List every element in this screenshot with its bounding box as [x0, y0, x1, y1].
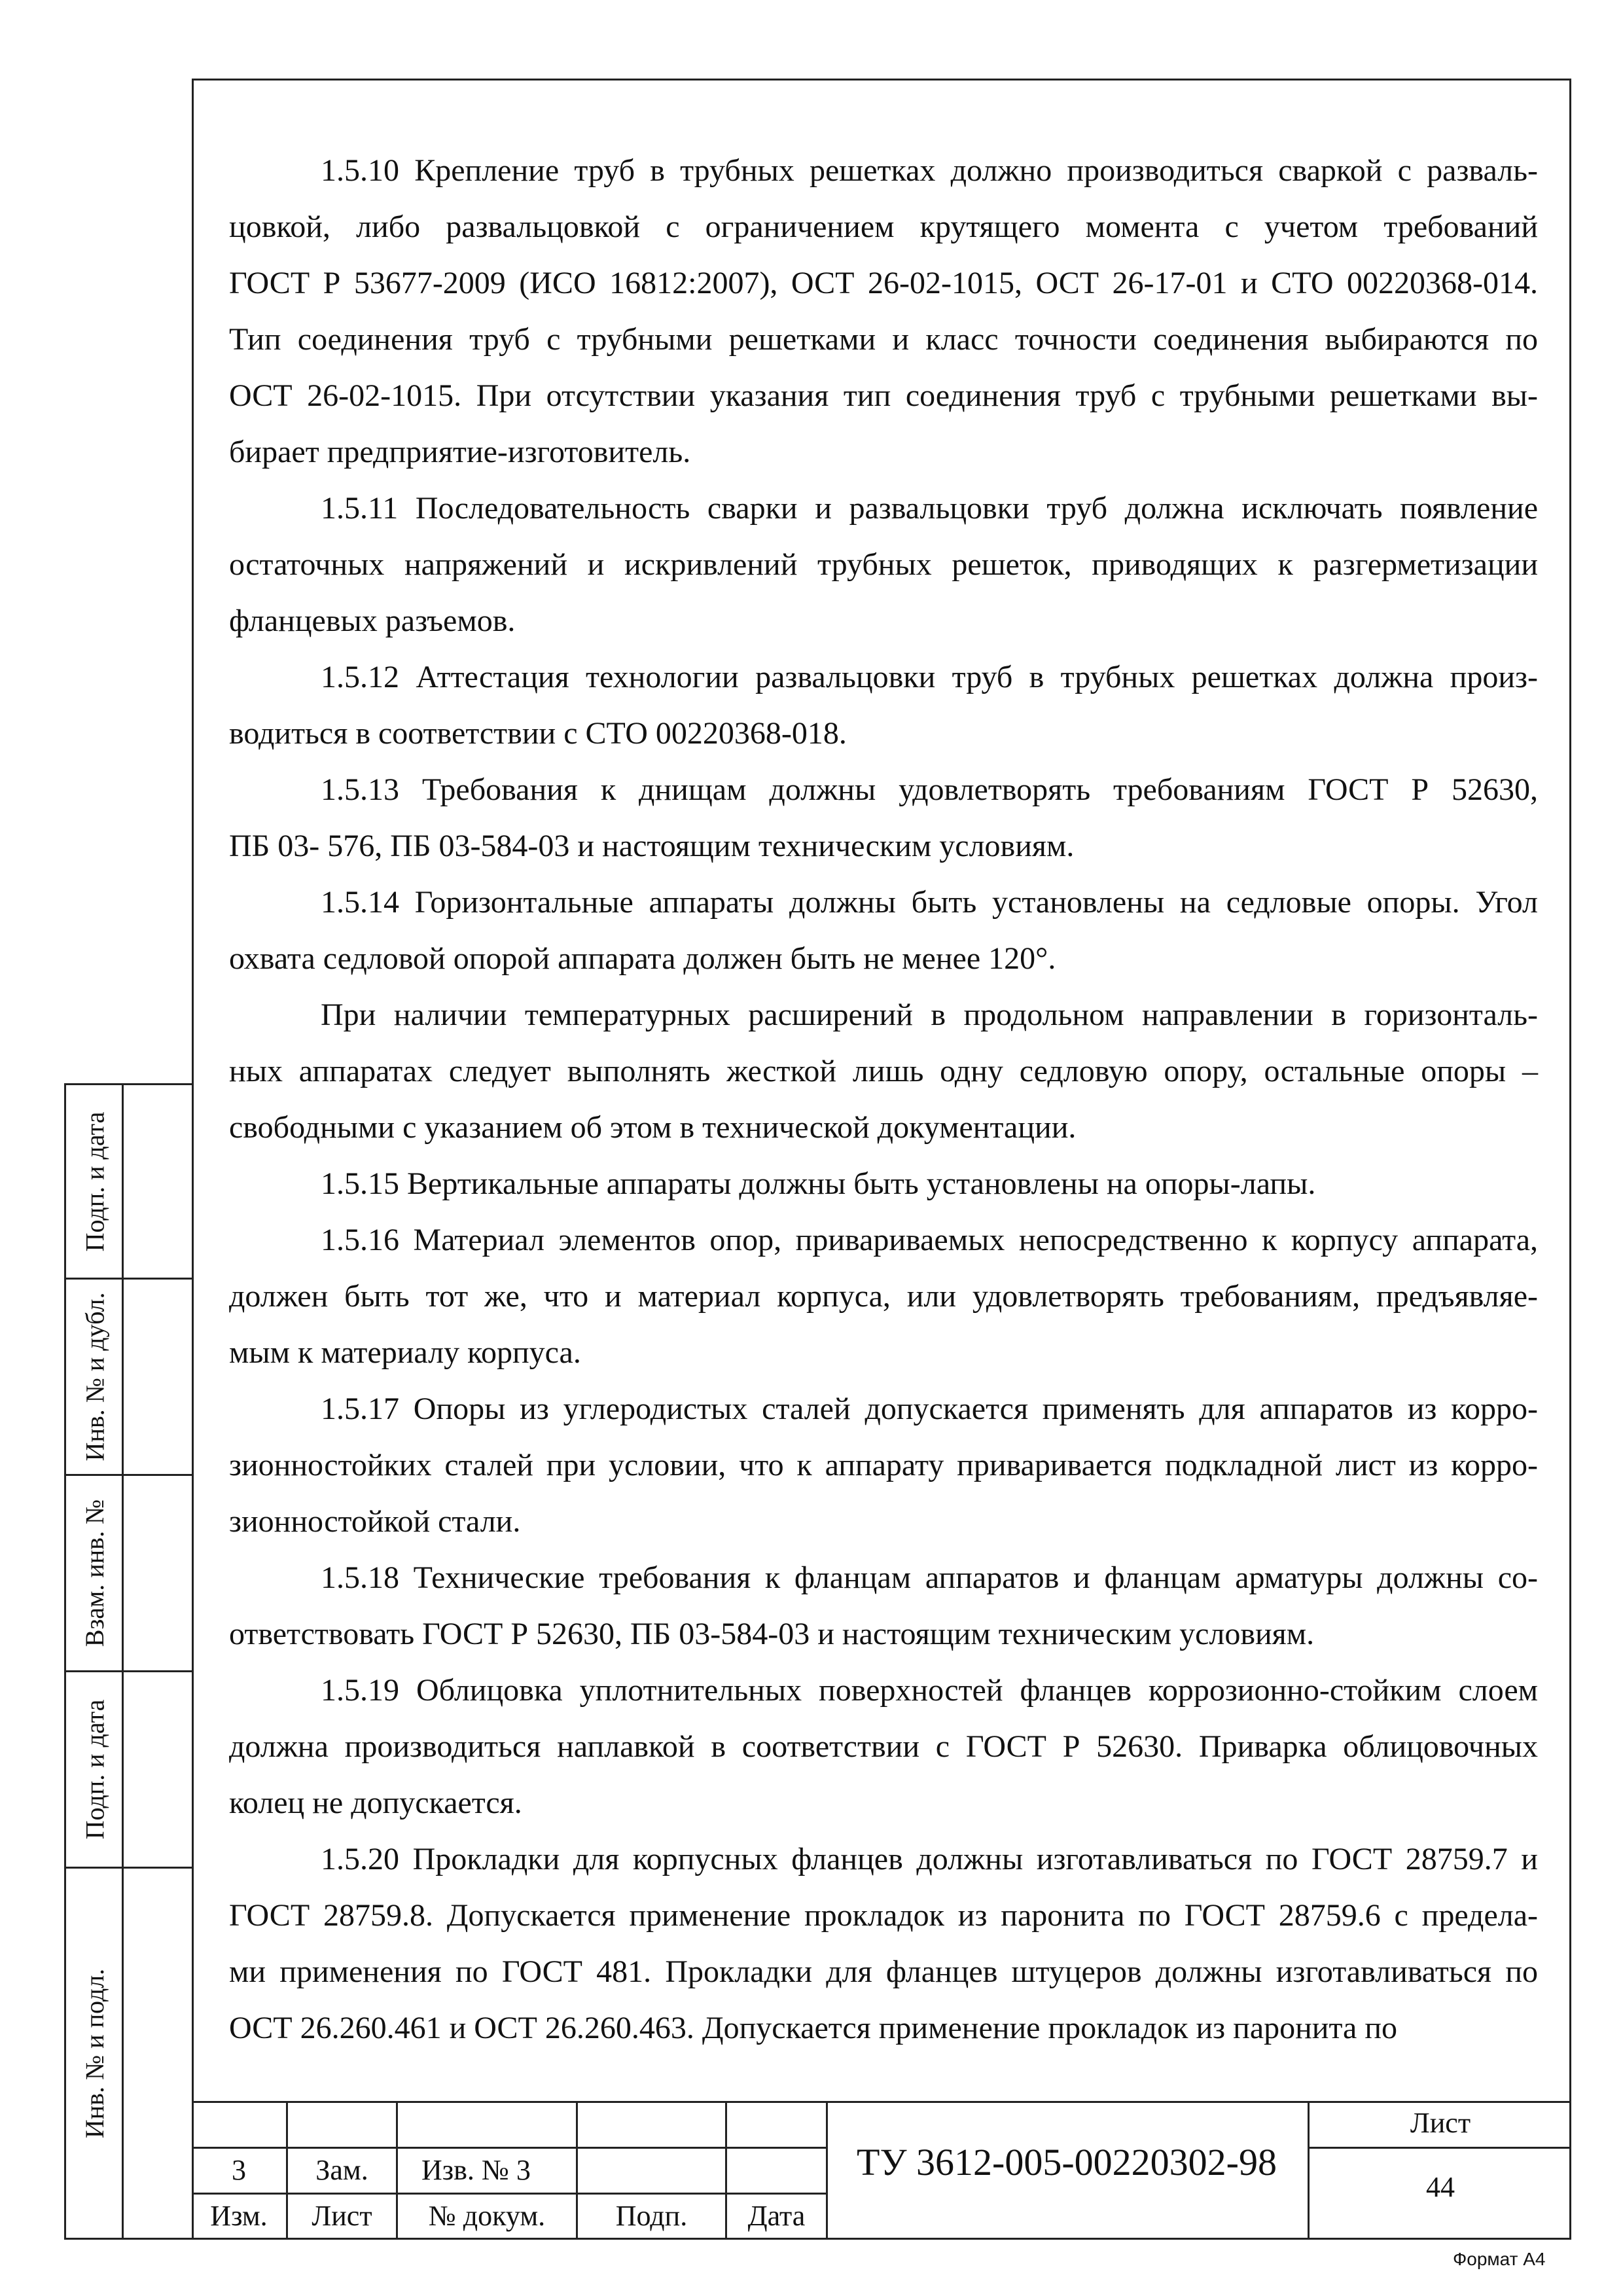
text-line: 1.5.11 Последовательность сварки и развальцовки труб должна исключать появление: [321, 491, 1538, 526]
tb-izm-value: 3: [232, 2154, 246, 2186]
text-line: зионностойкой стали.: [229, 1504, 521, 1539]
format-label: Формат А4: [1453, 2249, 1546, 2269]
text-line: ГОСТ Р 53677-2009 (ИСО 16812:2007), ОСТ 26-02-1015, ОСТ 26-17-01 и СТО 00220368-014.: [229, 266, 1538, 300]
text-line: 1.5.15 Вертикальные аппараты должны быть установлены на опоры-лапы.: [321, 1166, 1316, 1201]
tb-list-value: Зам.: [315, 2154, 368, 2186]
text-line: ных аппаратах следует выполнять жесткой лишь одну седловую опору, остальные опоры –: [229, 1054, 1538, 1088]
paragraph-p1510: [229, 143, 1538, 480]
side-label-inv-dubl: Инв. № и дубл.: [80, 1292, 110, 1462]
side-divider: [122, 1083, 124, 2240]
text-line: ОСТ 26.260.461 и ОСТ 26.260.463. Допускается применение прокладок из паронита по: [229, 2011, 1398, 2045]
text-line: должен быть тот же, что и материал корпуса, или удовлетворять требованиям, предъявляе-: [229, 1279, 1538, 1314]
text-line: колец не допускается.: [229, 1785, 522, 1820]
text-line: ОСТ 26-02-1015. При отсутствии указания тип соединения труб с трубными решетками вы-: [229, 378, 1538, 413]
paragraph-p1512: [229, 649, 1538, 762]
sheet-label: Лист: [1410, 2107, 1471, 2139]
text-line: ответствовать ГОСТ Р 52630, ПБ 03-584-03 и настоящим техническим условиям.: [229, 1617, 1315, 1651]
paragraph-p1516: [229, 1212, 1538, 1381]
paragraph-p1511: [229, 480, 1538, 649]
paragraph-p1515: [229, 1156, 1538, 1212]
paragraph-p1513: [229, 762, 1538, 874]
text-line: 1.5.10 Крепление труб в трубных решетках должно производиться сваркой с разваль-: [321, 153, 1538, 188]
text-line: водиться в соответствии с СТО 00220368-018.: [229, 716, 847, 751]
text-line: 1.5.20 Прокладки для корпусных фланцев должны изготавливаться по ГОСТ 28759.7 и: [321, 1842, 1538, 1876]
tb-header-data: Дата: [747, 2200, 806, 2232]
paragraph-p1520: [229, 1831, 1538, 2056]
document-body: [229, 143, 1538, 2056]
text-line: охвата седловой опорой аппарата должен быть не менее 120°.: [229, 941, 1056, 976]
text-line: ГОСТ 28759.8. Допускается применение прокладок из паронита по ГОСТ 28759.6 с предела-: [229, 1898, 1538, 1933]
tb-header-dokum: № докум.: [428, 2200, 546, 2232]
paragraph-p1518: [229, 1550, 1538, 1662]
document-code: ТУ 3612-005-00220302-98: [857, 2141, 1277, 2183]
text-line: бирает предприятие-изготовитель.: [229, 435, 691, 469]
sheet-number: 44: [1426, 2171, 1455, 2203]
text-line: свободными с указанием об этом в технической документации.: [229, 1110, 1077, 1145]
text-line: При наличии температурных расширений в продольном направлении в горизонталь-: [321, 997, 1538, 1032]
side-label-podp-data-2: Подп. и дата: [80, 1699, 110, 1840]
text-line: 1.5.16 Материал элементов опор, привариваемых непосредственно к корпусу аппарата,: [321, 1223, 1538, 1257]
text-line: должна производиться наплавкой в соответствии с ГОСТ Р 52630. Приварка облицовочных: [229, 1729, 1538, 1764]
text-line: 1.5.12 Аттестация технологии развальцовки труб в трубных решетках должна произ-: [321, 660, 1538, 694]
side-stamp: [64, 1083, 192, 2240]
text-line: 1.5.13 Требования к днищам должны удовлетворять требованиям ГОСТ Р 52630,: [321, 772, 1538, 807]
tb-dokum-value: Изв. № 3: [421, 2154, 531, 2186]
side-label-inv-podl: Инв. № и подл.: [80, 1968, 110, 2138]
side-label-vzam-inv: Взам. инв. №: [80, 1499, 110, 1647]
text-line: 1.5.17 Опоры из углеродистых сталей допускается применять для аппаратов из корро-: [321, 1391, 1538, 1426]
text-line: мым к материалу корпуса.: [229, 1335, 581, 1370]
paragraph-p1514b: [229, 987, 1538, 1156]
text-line: фланцевых разъемов.: [229, 603, 516, 638]
side-cell-inv-podl: [64, 1867, 192, 2240]
text-line: Тип соединения труб с трубными решетками и класс точности соединения выбираются по: [229, 322, 1538, 357]
text-line: зионностойких сталей при условии, что к аппарату приваривается подкладной лист из корро-: [229, 1448, 1538, 1482]
text-line: 1.5.18 Технические требования к фланцам аппаратов и фланцам арматуры должны со-: [321, 1560, 1538, 1595]
tb-header-podp: Подп.: [615, 2200, 688, 2232]
side-cell-podp-data-2: [64, 1670, 192, 1869]
paragraph-p1514: [229, 874, 1538, 987]
text-line: ми применения по ГОСТ 481. Прокладки для фланцев штуцеров должны изготавливаться по: [229, 1954, 1538, 1989]
text-line: остаточных напряжений и искривлений трубных решеток, приводящих к разгерметизации: [229, 547, 1538, 582]
text-line: 1.5.14 Горизонтальные аппараты должны быть установлены на седловые опоры. Угол: [321, 885, 1538, 920]
side-cell-vzam-inv: [64, 1474, 192, 1672]
paragraph-p1517: [229, 1381, 1538, 1550]
tb-header-izm: Изм.: [210, 2200, 268, 2232]
paragraph-p1519: [229, 1662, 1538, 1831]
side-cell-podp-data-1: [64, 1083, 192, 1280]
text-line: 1.5.19 Облицовка уплотнительных поверхностей фланцев коррозионно-стойким слоем: [321, 1673, 1538, 1708]
side-label-podp-data: Подп. и дата: [80, 1111, 110, 1251]
text-line: ПБ 03- 576, ПБ 03-584-03 и настоящим техническим условиям.: [229, 829, 1075, 863]
tb-header-list: Лист: [312, 2200, 372, 2232]
text-line: цовкой, либо развальцовкой с ограничением крутящего момента с учетом требований: [229, 209, 1538, 244]
side-cell-inv-dubl: [64, 1278, 192, 1476]
